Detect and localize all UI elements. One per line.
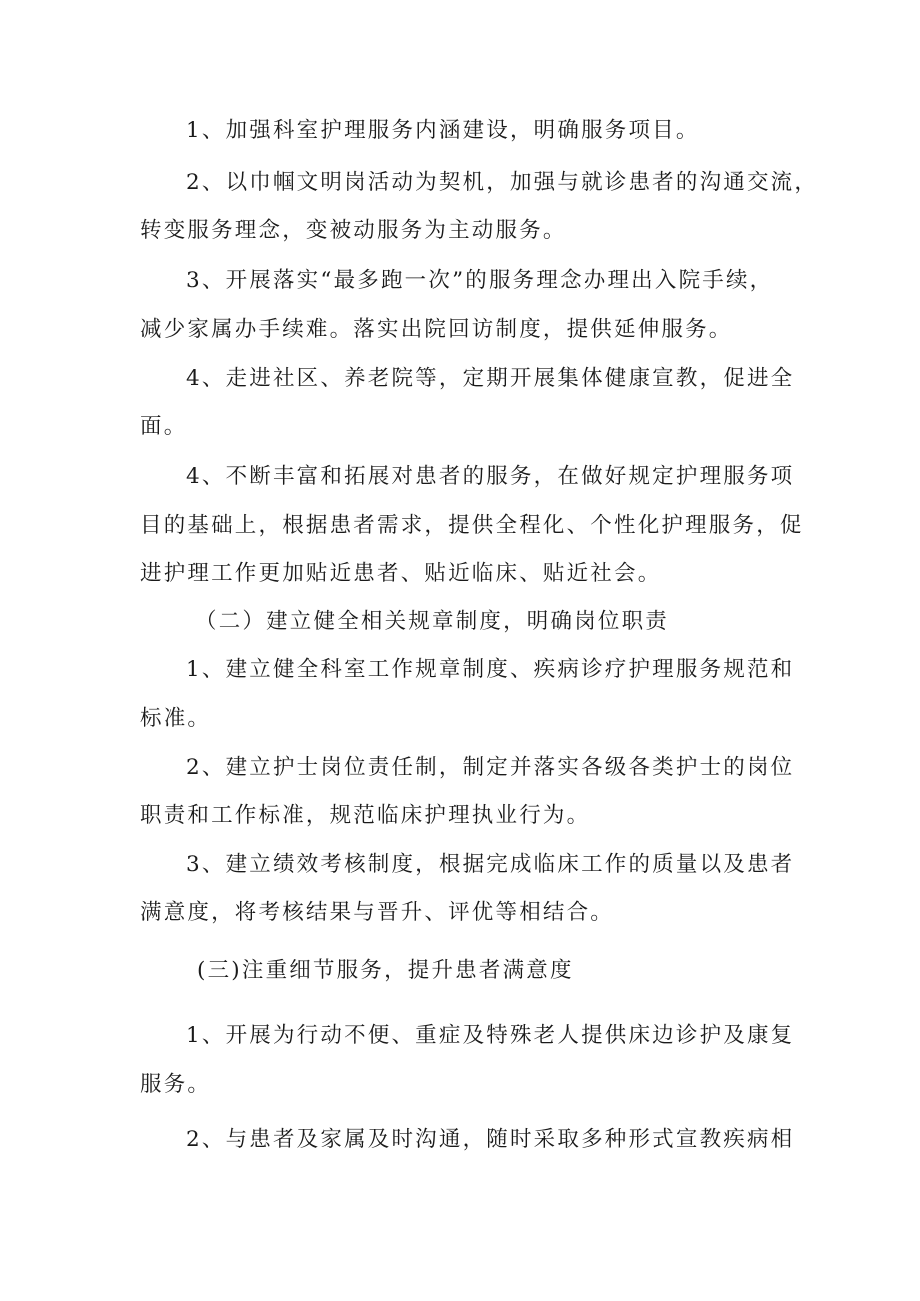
section-heading: (三)注重细节服务，提升患者满意度 <box>197 958 574 983</box>
paragraph-line: 2、以巾帼文明岗活动为契机，加强与就诊患者的沟通交流， <box>186 170 819 195</box>
paragraph-line: 1、建立健全科室工作规章制度、疾病诊疗护理服务规范和 <box>186 657 795 682</box>
paragraph-line: 标准。 <box>140 706 212 731</box>
paragraph-line: 满意度，将考核结果与晋升、评优等相结合。 <box>140 900 615 925</box>
paragraph-line: 面。 <box>140 414 188 439</box>
paragraph-line: 目的基础上，根据患者需求，提供全程化、个性化护理服务，促 <box>140 513 804 538</box>
paragraph-line: 服务。 <box>140 1072 212 1097</box>
paragraph-line: 3、建立绩效考核制度，根据完成临床工作的质量以及患者 <box>186 852 795 877</box>
paragraph-line: 职责和工作标准，规范临床护理执业行为。 <box>140 803 591 828</box>
paragraph-line: 减少家属办手续难。落实出院回访制度，提供延伸服务。 <box>140 317 733 342</box>
paragraph-line: 1、加强科室护理服务内涵建设，明确服务项目。 <box>186 118 700 143</box>
paragraph-line: 3、开展落实“最多跑一次”的服务理念办理出入院手续， <box>186 268 774 293</box>
paragraph-line: 4、走进社区、养老院等，定期开展集体健康宣教，促进全 <box>186 366 795 391</box>
paragraph-line: 进护理工作更加贴近患者、贴近临床、贴近社会。 <box>140 561 662 586</box>
paragraph-line: 2、与患者及家属及时沟通，随时采取多种形式宣教疾病相 <box>186 1127 795 1152</box>
paragraph-line: 1、开展为行动不便、重症及特殊老人提供床边诊护及康复 <box>186 1023 795 1048</box>
paragraph-line: 2、建立护士岗位责任制，制定并落实各级各类护士的岗位 <box>186 755 795 780</box>
paragraph-line: 4、不断丰富和拓展对患者的服务，在做好规定护理服务项 <box>186 464 795 489</box>
section-heading: （二）建立健全相关规章制度，明确岗位职责 <box>195 609 670 634</box>
paragraph-line: 转变服务理念，变被动服务为主动服务。 <box>140 218 567 243</box>
